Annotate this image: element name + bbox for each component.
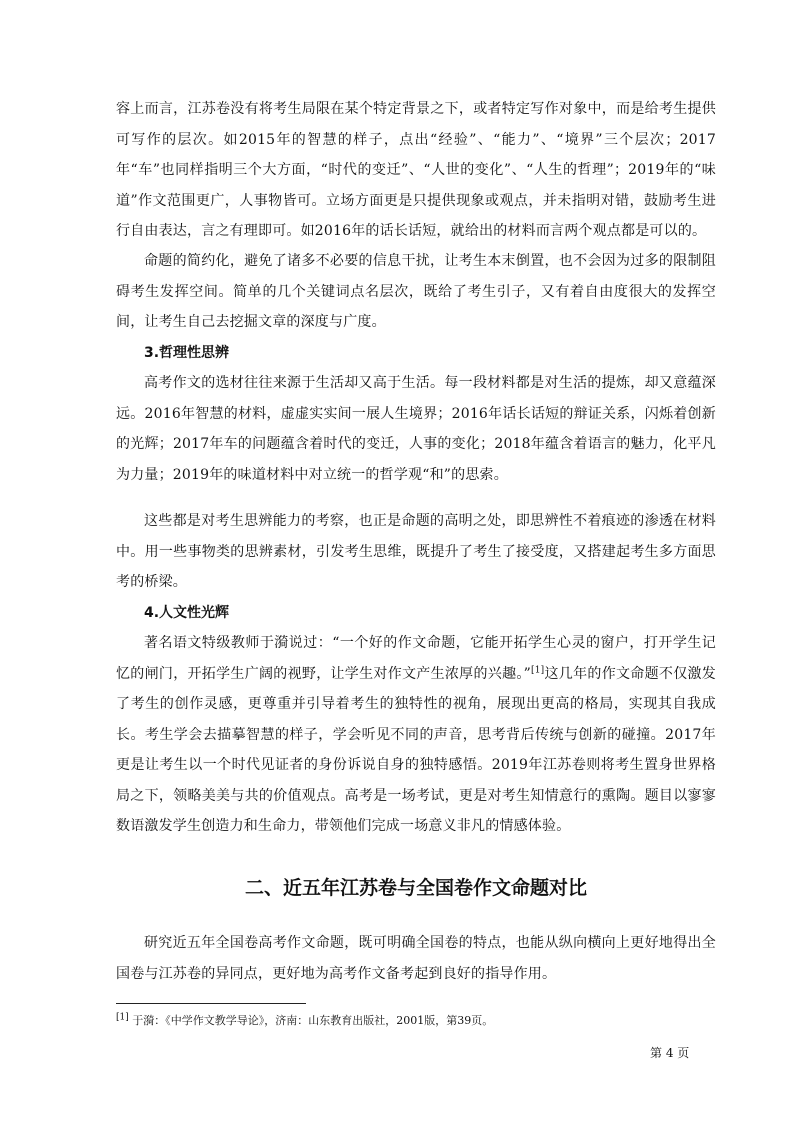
footnote-divider [116,1003,306,1004]
paragraph-5-body: 这几年的作文命题不仅激发了考生的创作灵感，更尊重并引导着考生的独特性的视角，展现出更高的格局，实现其自我成长。考生学会去描摹智慧的样子，学会听见不同的声音，思考背后传统与创新的碰撞。2017年更是让考生以一个时代见证者的身份诉说自身的独特感悟。2019年江苏卷则将考生置身世界格局之下，领略美美与共的价值观点。高考是一场考试，更是对考生知情意行的熏陶。题目以寥寥数语激发学生创造力和生命力，带领他们完成一场意义非凡的情感体验。 [116,665,716,834]
footnote-text: 于漪：《中学作文教学导论》，济南：山东教育出版社，2001版，第39页。 [128,1014,494,1027]
footnote-marker: [1] [116,1012,129,1023]
footnote [116,1013,493,1029]
paragraph-4: 这些都是对考生思辨能力的考察，也正是命题的高明之处，即思辨性不着痕迹的渗透在材料中。用一些事物类的思辨素材，引发考生思维，既提升了考生了接受度，又搭建起考生多方面思考的桥梁。 [116,513,716,590]
paragraph-5-quote: 著名语文特级教师于漪说过：“一个好的作文命题，它能开拓学生心灵的窗户，打开学生记忆的闸门，开拓学生广阔的视野，让学生对作文产生浓厚的兴趣。” [116,635,716,682]
paragraph-2: 命题的简约化，避免了诸多不必要的信息干扰，让考生本末倒置，也不会因为过多的限制阻碍考生发挥空间。简单的几个关键词点名层次，既给了考生引子，又有着自由度很大的发挥空间，让考生自己去挖掘文章的深度与广度。 [116,253,716,330]
paragraph-5 [116,628,716,842]
paragraph-6: 研究近五年全国卷高考作文命题，既可明确全国卷的特点，也能从纵向横向上更好地得出全国卷与江苏卷的异同点，更好地为高考作文备考起到良好的指导作用。 [116,935,716,982]
paragraph-1: 容上而言，江苏卷没有将考生局限在某个特定背景之下，或者特定写作对象中，而是给考生提供可写作的层次。如2015年的智慧的样子，点出“经验”、“能力”、“境界”三个层次；2017年“车”也同样指明三个大方面，“时代的变迁”、“人世的变化”、“人生的哲理”；2019年的“味道”作文范围更广，人事物皆可。立场方面更是只提供现象或观点，并未指明对错，鼓励考生进行自由表达，言之有理即可。如2016年的话长话短，就给出的材料而言两个观点都是可以的。 [116,101,716,239]
paragraph-3: 高考作文的选材往往来源于生活却又高于生活。每一段材料都是对生活的提炼，却又意蕴深远。2016年智慧的材料，虚虚实实间一展人生境界；2016年话长话短的辩证关系，闪烁着创新的光辉；2017年车的问题蕴含着时代的变迁，人事的变化；2018年蕴含着语言的魅力，化平凡为力量；2019年的味道材料中对立统一的哲学观“和”的思索。 [116,375,716,483]
subheading-humanistic: 4.人文性光辉 [144,605,230,621]
page-number: 第 4 页 [650,1046,690,1060]
section-title: 二、近五年江苏卷与全国卷作文命题对比 [244,877,587,899]
footnote-reference[interactable]: [1] [531,664,545,675]
subheading-philosophical: 3.哲理性思辨 [144,345,230,361]
